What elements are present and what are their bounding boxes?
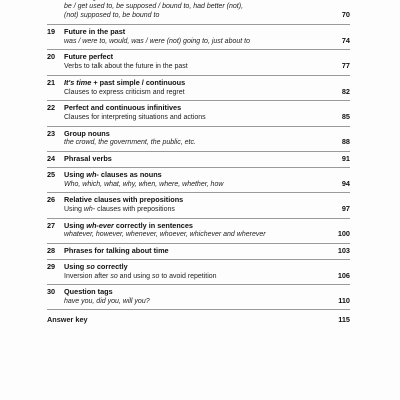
- entry-number: 22: [47, 103, 56, 113]
- toc-entry-21: [47, 78, 350, 97]
- divider: [47, 100, 350, 101]
- entry-number: 21: [47, 77, 56, 87]
- entry-subtitle: whatever, however, whenever, whoever, whichever and wherever: [64, 231, 266, 239]
- entry-page-number: 94: [341, 178, 350, 188]
- divider: [47, 151, 350, 152]
- entry-subtitle: the crowd, the government, the public, etc.: [64, 139, 196, 147]
- entry-number: 20: [47, 52, 56, 62]
- entry-title-rest: correctly in sentences: [113, 220, 193, 230]
- entry-subtitle: was / were to, would, was / were (not) going to, just about to: [64, 37, 250, 45]
- entry-page-number: 82: [341, 86, 350, 96]
- entry-subtitle-rest: clauses with prepositions: [95, 205, 175, 213]
- divider: [47, 24, 350, 25]
- entry-title-lead: Using: [64, 169, 87, 179]
- entry-page-number: 106: [337, 270, 350, 280]
- entry-number: 29: [47, 261, 56, 271]
- divider: [47, 284, 350, 285]
- entry-subtitle: [64, 205, 322, 215]
- toc-entry-answer-key: [47, 315, 350, 325]
- divider: [47, 167, 350, 168]
- entry-title: [64, 262, 322, 272]
- toc-entry-29: [47, 262, 350, 281]
- entry-number: 25: [47, 169, 56, 179]
- entry-page-number: 88: [341, 137, 350, 147]
- entry-page-number: 110: [338, 295, 350, 305]
- entry-title-italic: It's time: [64, 77, 92, 87]
- entry-page-number: 100: [337, 229, 350, 239]
- entry-title-rest: clauses as nouns: [98, 169, 162, 179]
- table-of-contents: [47, 0, 350, 325]
- entry-page-number: 91: [341, 153, 350, 163]
- entry-subtitle-lead: Using: [64, 205, 84, 213]
- divider: [47, 49, 350, 50]
- entry-page-number: 74: [341, 35, 350, 45]
- entry-subtitle: be / get used to, be supposed / bound to, had better (not),: [64, 2, 244, 10]
- toc-entry-24: [47, 154, 350, 164]
- toc-entry-25: [47, 170, 350, 189]
- entry-title-rest: + past simple / continuous: [91, 77, 186, 87]
- entry-page-number: 77: [341, 61, 350, 71]
- entry-number: 27: [47, 220, 56, 230]
- entry-page-number: 70: [341, 10, 350, 20]
- divider: [47, 309, 350, 310]
- entry-number: 28: [47, 245, 56, 255]
- entry-subtitle: [64, 272, 322, 282]
- entry-number: 23: [47, 128, 56, 138]
- entry-title-lead: Using: [64, 220, 87, 230]
- toc-entry-18-continued: [47, 0, 350, 21]
- entry-title-italic: wh-: [86, 169, 99, 179]
- toc-entry-30: [47, 287, 350, 306]
- entry-title-lead: Using: [64, 261, 87, 271]
- entry-subtitle-lead: Inversion after: [64, 272, 111, 280]
- toc-entry-27: [47, 221, 350, 240]
- entry-page-number: 85: [341, 111, 350, 121]
- entry-subtitle: Clauses to express criticism and regret: [64, 88, 185, 96]
- entry-subtitle-line-2: (not) supposed to, be bound to: [64, 12, 160, 20]
- entry-subtitle-italic-2: so: [151, 272, 160, 280]
- toc-entry-20: [47, 52, 350, 71]
- toc-entry-22: [47, 103, 350, 122]
- entry-title: Future perfect: [64, 52, 114, 62]
- entry-page-number: 97: [341, 203, 350, 213]
- divider: [47, 75, 350, 76]
- divider: [47, 192, 350, 193]
- entry-title: [64, 221, 322, 231]
- entry-subtitle-italic: so: [110, 272, 118, 280]
- entry-subtitle: have you, did you, will you?: [64, 297, 150, 305]
- entry-title: Future in the past: [64, 26, 126, 36]
- entry-subtitle-mid: and using: [117, 272, 152, 280]
- toc-entry-28: [47, 246, 350, 256]
- entry-number: 26: [47, 195, 56, 205]
- entry-title: Group nouns: [64, 128, 110, 138]
- entry-title-italic: so: [86, 261, 95, 271]
- entry-title: Phrases for talking about time: [64, 245, 169, 255]
- answer-key-page-number: 115: [338, 315, 350, 325]
- toc-entry-26: [47, 195, 350, 214]
- entry-page-number: 103: [337, 245, 350, 255]
- entry-title: Relative clauses with prepositions: [64, 195, 184, 205]
- entry-subtitle-italic: wh-: [83, 205, 96, 213]
- entry-title-rest: correctly: [94, 261, 128, 271]
- divider: [47, 243, 350, 244]
- toc-entry-19: [47, 27, 350, 46]
- entry-title: [64, 170, 322, 180]
- divider: [47, 218, 350, 219]
- toc-entry-23: [47, 129, 350, 148]
- entry-subtitle: Clauses for interpreting situations and actions: [64, 113, 206, 121]
- entry-title: Question tags: [64, 287, 113, 297]
- entry-number: 30: [47, 287, 56, 297]
- entry-subtitle-rest: to avoid repetition: [159, 272, 217, 280]
- entry-title: Phrasal verbs: [64, 153, 112, 163]
- entry-subtitle: Who, which, what, why, when, where, whether, how: [64, 180, 224, 188]
- entry-title: Perfect and continuous infinitives: [64, 103, 182, 113]
- entry-title: [64, 78, 322, 88]
- entry-number: 24: [47, 153, 56, 163]
- entry-title-italic: wh-ever: [86, 220, 114, 230]
- entry-subtitle: Verbs to talk about the future in the past: [64, 63, 188, 71]
- answer-key-label: Answer key: [47, 315, 88, 325]
- divider: [47, 259, 350, 260]
- entry-number: 19: [47, 26, 56, 36]
- divider: [47, 126, 350, 127]
